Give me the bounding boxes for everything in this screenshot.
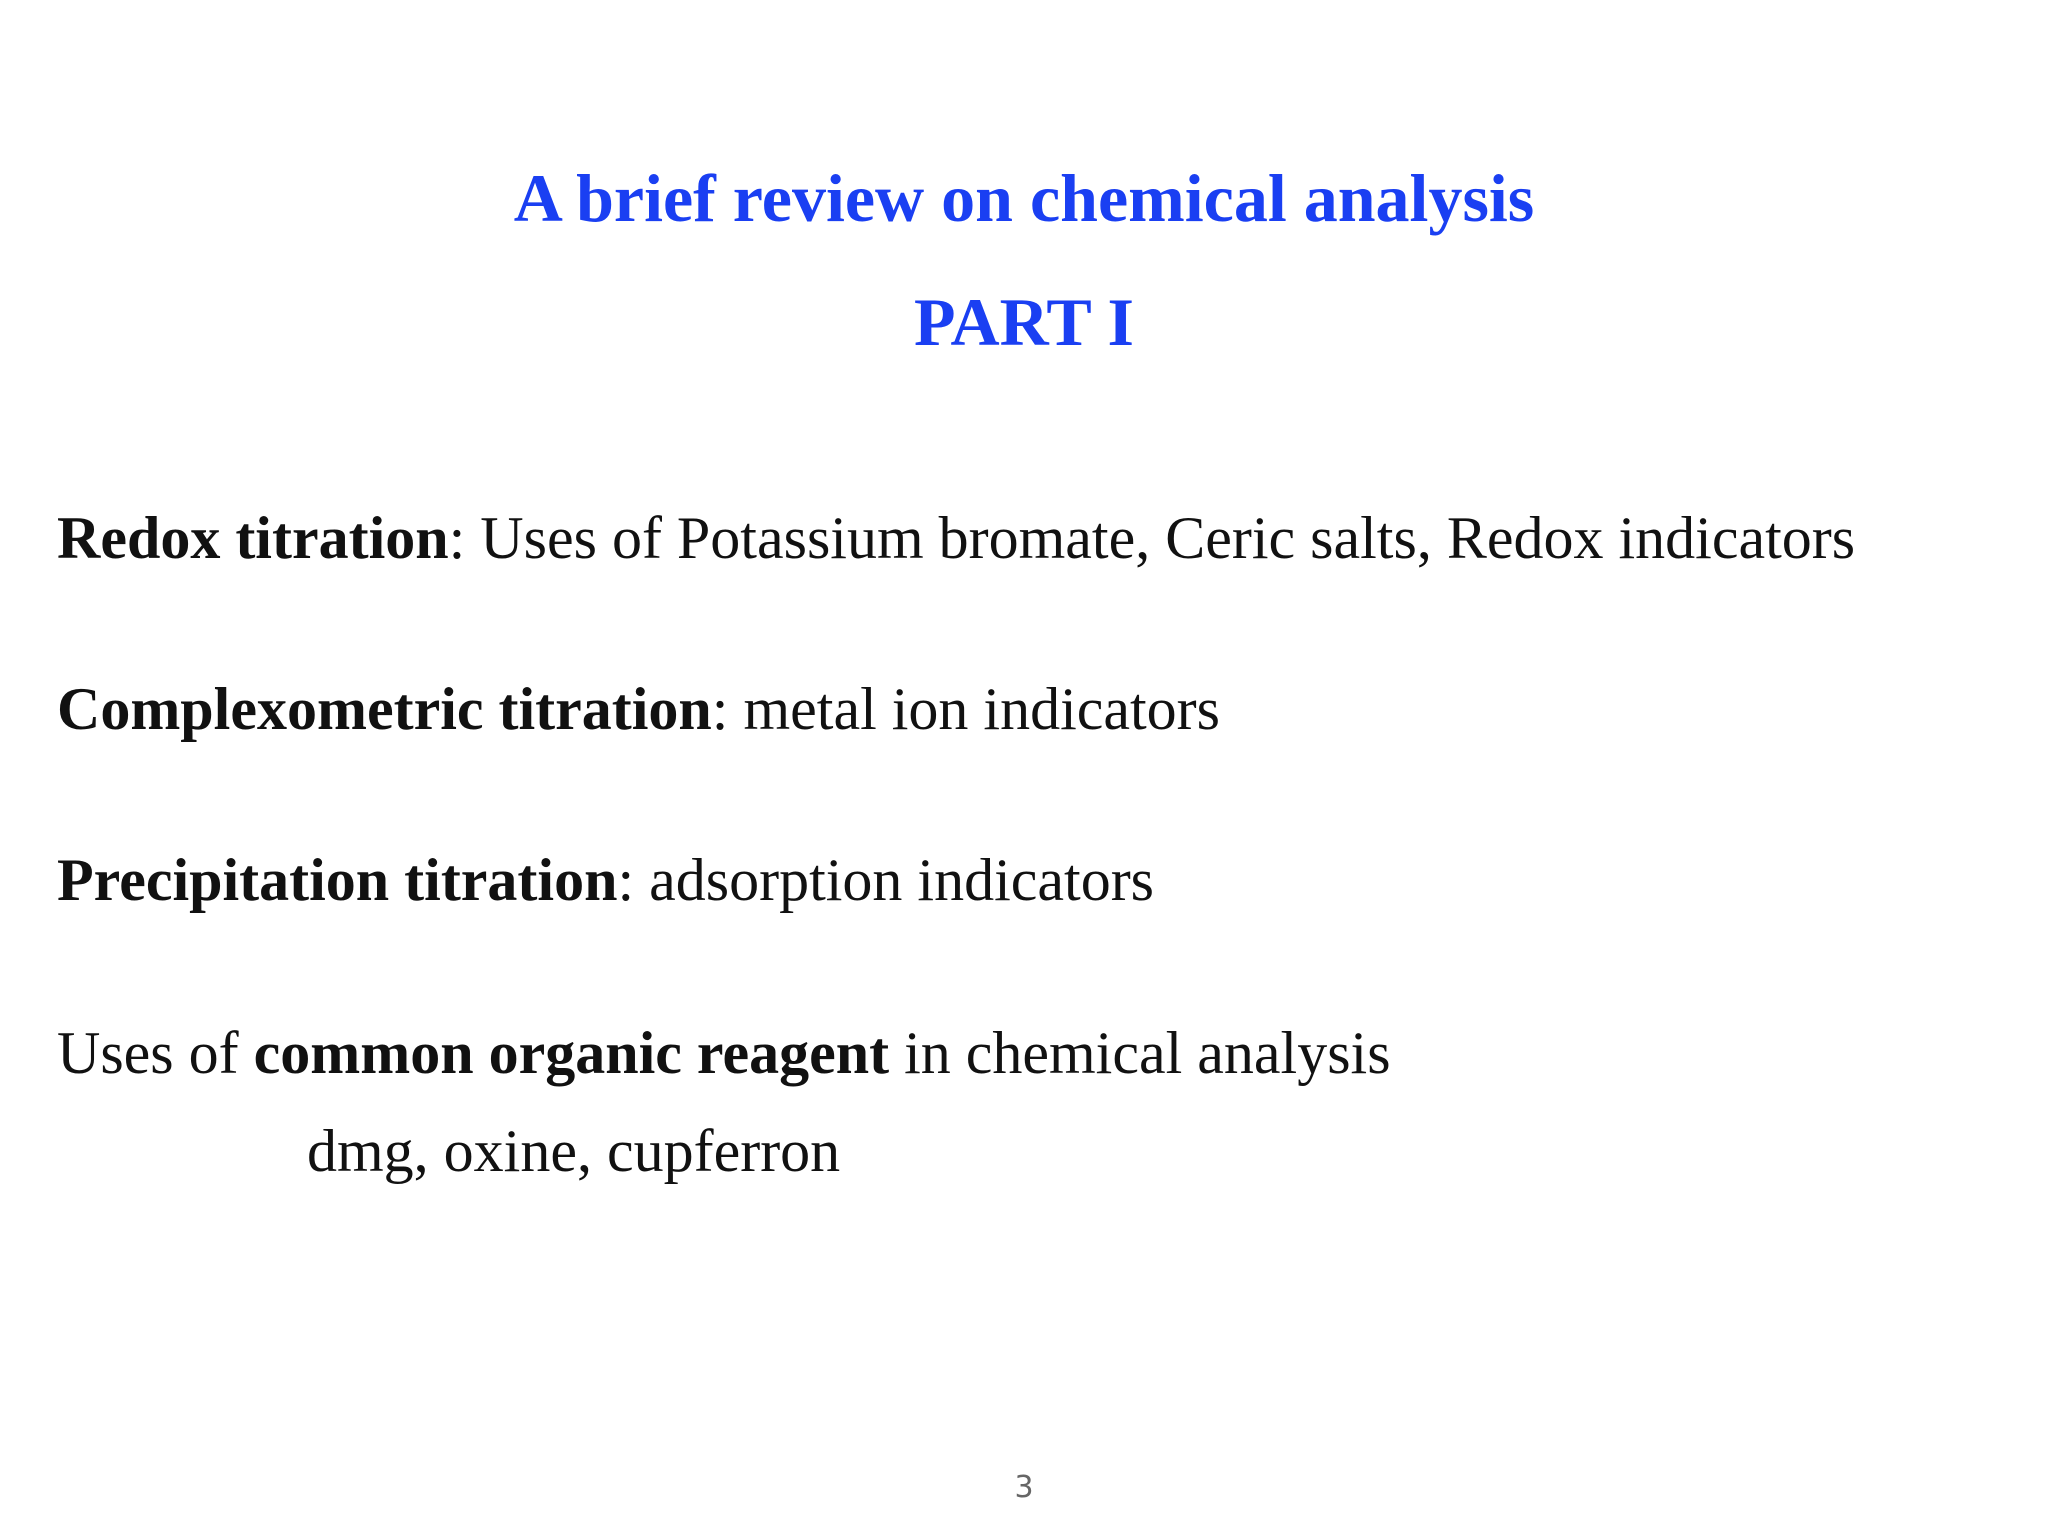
- organic-reagent-examples: dmg, oxine, cupferron: [307, 1118, 841, 1184]
- page-number: 3: [1014, 1470, 1034, 1505]
- topic-complexometric-titration: [57, 674, 1220, 744]
- topic-description: : adsorption indicators: [617, 847, 1155, 913]
- topic-description: : metal ion indicators: [711, 676, 1221, 742]
- topic-heading: Complexometric titration: [57, 676, 712, 742]
- topic-heading: Precipitation titration: [57, 847, 618, 913]
- topic-precipitation-titration: [57, 845, 1154, 915]
- topic-description: : Uses of Potassium bromate, Ceric salts, Redox indicators: [448, 505, 1856, 571]
- slide-title: A brief review on chemical analysis: [513, 160, 1535, 236]
- topic-heading: common organic reagent: [253, 1020, 890, 1086]
- topic-organic-reagents: [57, 1018, 1391, 1088]
- topic-redox-titration: [57, 503, 1855, 573]
- topic-prefix: Uses of: [57, 1020, 254, 1086]
- topic-description: in chemical analysis: [889, 1020, 1391, 1086]
- topic-heading: Redox titration: [57, 505, 449, 571]
- slide-subtitle: PART I: [914, 284, 1134, 360]
